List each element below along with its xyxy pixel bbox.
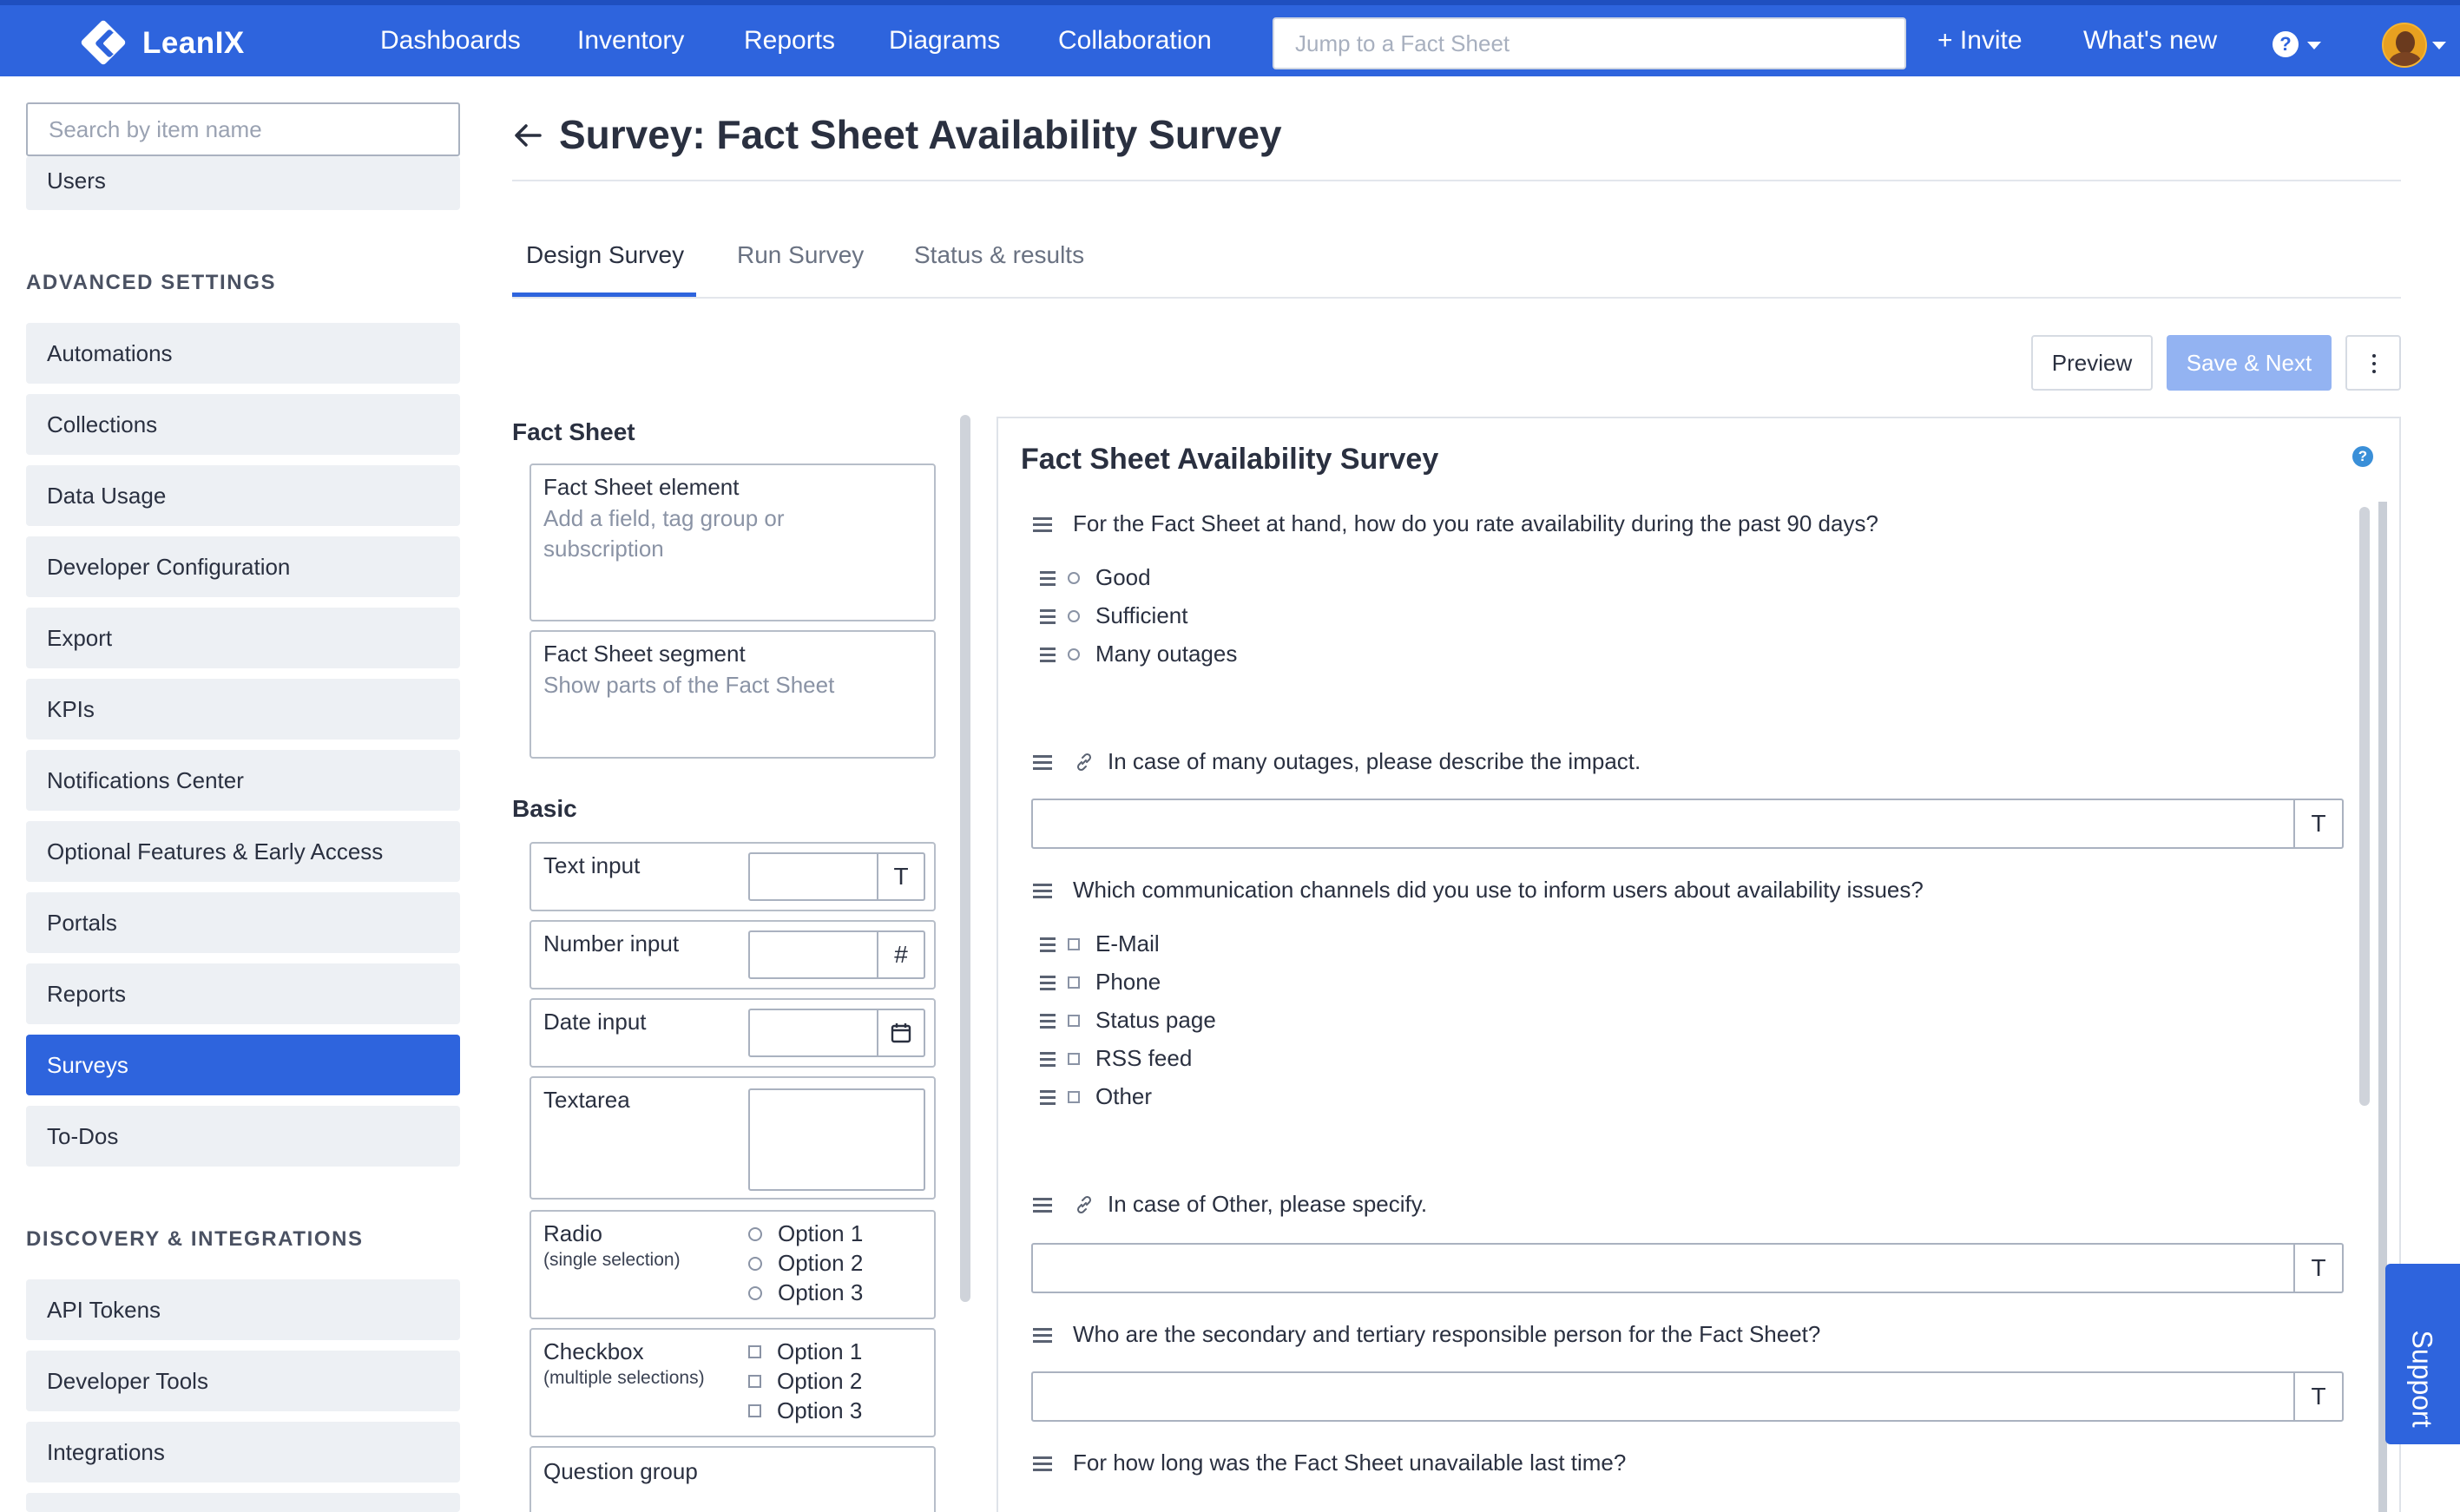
answer-option[interactable] [1040,641,1237,667]
checkbox-square-icon [748,1345,761,1358]
drag-handle-icon[interactable] [1040,570,1056,586]
palette-heading-basic: Basic [512,795,577,822]
answer-option[interactable] [1040,969,1161,996]
survey-question[interactable] [1033,510,1878,537]
question-text: In case of many outages, please describe the impact. [1108,748,1641,774]
sidebar-item-data-usage[interactable]: Data Usage [26,465,460,526]
brand-name: LeanIX [142,26,245,60]
sidebar-item-api-tokens[interactable]: API Tokens [26,1279,460,1340]
back-arrow-icon[interactable] [512,120,543,151]
drag-handle-icon[interactable] [1033,754,1052,770]
palette-date-input[interactable] [529,998,936,1068]
leanix-logo-icon [80,22,137,65]
answer-option[interactable] [1040,1007,1216,1034]
nav-collaboration[interactable]: Collaboration [1058,26,1212,55]
answer-text: Phone [1095,969,1161,995]
palette-item-title: Checkbox [543,1338,644,1364]
question-text: For the Fact Sheet at hand, how do you rate availability during the past 90 days? [1073,510,1878,536]
drag-handle-icon[interactable] [1033,1327,1052,1343]
sidebar-item-portals[interactable]: Portals [26,892,460,953]
settings-search-input[interactable] [26,102,460,156]
checkbox-option: Option 1 [748,1338,862,1365]
palette-scrollbar[interactable] [960,415,970,1302]
checkbox-square-icon [748,1404,761,1417]
radio-option: Option 1 [748,1220,863,1247]
nav-reports[interactable]: Reports [744,26,836,55]
tab-status-results[interactable]: Status & results [914,241,1085,268]
palette-question-group[interactable] [529,1446,936,1512]
drag-handle-icon[interactable] [1040,1089,1056,1105]
checkbox-square-icon [1068,1053,1080,1065]
leanix-logo[interactable] [80,17,245,69]
number-type-icon: # [877,932,924,977]
palette-item-title: Textarea [543,1087,630,1113]
palette-text-input[interactable] [529,842,936,911]
nav-inventory[interactable]: Inventory [577,26,685,55]
answer-option[interactable] [1040,1083,1152,1110]
drag-handle-icon[interactable] [1040,608,1056,624]
answer-text: Good [1095,564,1151,590]
palette-item-subtitle: Add a field, tag group or subscription [543,505,785,562]
checkbox-option: Option 2 [748,1368,862,1395]
calendar-icon [877,1010,924,1055]
number-input-preview [748,930,925,979]
sidebar-item-collections[interactable]: Collections [26,394,460,455]
survey-canvas [996,417,2401,1512]
palette-item-subtitle: (single selection) [543,1250,681,1270]
plus-icon: + [1937,26,1960,55]
drag-handle-icon[interactable] [1040,975,1056,990]
support-tab[interactable] [2385,1264,2460,1444]
checkbox-square-icon [748,1375,761,1388]
textarea-preview [748,1088,925,1191]
palette-item-title: Fact Sheet element [543,474,740,500]
survey-question[interactable] [1033,1450,1626,1476]
answer-text-input[interactable] [1031,799,2344,849]
radio-circle-icon [1068,648,1080,661]
radio-option: Option 2 [748,1250,863,1277]
invite-button[interactable] [1937,26,2023,56]
sidebar-item-partial[interactable] [26,1493,460,1512]
sidebar-item-notifications-center[interactable]: Notifications Center [26,750,460,811]
text-type-icon: T [2293,1245,2342,1292]
sidebar-item-developer-tools[interactable]: Developer Tools [26,1351,460,1411]
user-menu-chevron-down-icon[interactable] [2432,42,2446,49]
sidebar-heading-discovery-integrations: DISCOVERY & INTEGRATIONS [26,1227,364,1251]
sidebar-item-export[interactable]: Export [26,608,460,668]
more-options-button[interactable] [2345,335,2401,391]
answer-option[interactable] [1040,602,1187,629]
drag-handle-icon[interactable] [1040,1051,1056,1067]
sidebar-item-optional-features[interactable]: Optional Features & Early Access [26,821,460,882]
text-type-icon: T [2293,1373,2342,1420]
drag-handle-icon[interactable] [1040,1013,1056,1029]
answer-text: E-Mail [1095,930,1160,957]
page-title: Survey: Fact Sheet Availability Survey [559,112,1282,157]
nav-diagrams[interactable]: Diagrams [889,26,1001,55]
answer-text-input[interactable] [1031,1371,2344,1422]
checkbox-square-icon [1068,976,1080,989]
header-divider [512,180,2401,181]
sidebar-item-developer-configuration[interactable]: Developer Configuration [26,536,460,597]
drag-handle-icon[interactable] [1033,516,1052,532]
tab-run-survey[interactable]: Run Survey [737,241,865,268]
link-icon [1073,751,1095,773]
drag-handle-icon[interactable] [1040,937,1056,952]
palette-textarea[interactable] [529,1076,936,1200]
user-avatar[interactable] [2382,23,2427,68]
text-type-icon: T [877,854,924,899]
drag-handle-icon[interactable] [1033,883,1052,898]
answer-text: Many outages [1095,641,1238,667]
palette-radio[interactable] [529,1210,936,1319]
sidebar-item-automations[interactable]: Automations [26,323,460,384]
radio-circle-icon [1068,572,1080,584]
kebab-menu-icon [2372,354,2376,358]
sidebar-item-reports[interactable]: Reports [26,963,460,1024]
save-next-button[interactable]: Save & Next [2167,335,2332,391]
survey-scrollbar[interactable] [2359,507,2370,1106]
palette-item-title: Number input [543,930,680,957]
survey-question[interactable] [1033,877,1924,904]
palette-item-title: Text input [543,852,641,878]
palette-fact-sheet-segment[interactable] [529,630,936,759]
text-type-icon: T [2293,800,2342,847]
radio-option: Option 3 [748,1279,863,1306]
palette-item-subtitle: (multiple selections) [543,1368,705,1388]
nav-dashboards[interactable]: Dashboards [380,26,521,55]
palette-number-input[interactable] [529,920,936,989]
drag-handle-icon[interactable] [1033,1456,1052,1471]
help-chevron-down-icon[interactable] [2307,42,2321,49]
date-input-preview [748,1009,925,1057]
question-text: For how long was the Fact Sheet unavailable last time? [1073,1450,1627,1476]
answer-text-input[interactable] [1031,1243,2344,1293]
sidebar-item-to-dos[interactable]: To-Dos [26,1106,460,1167]
answer-text: Sufficient [1095,602,1188,628]
sidebar-item-integrations[interactable]: Integrations [26,1422,460,1482]
radio-circle-icon [748,1286,762,1300]
answer-option[interactable] [1040,930,1160,957]
radio-circle-icon [1068,610,1080,622]
palette-item-title: Fact Sheet segment [543,641,746,667]
tab-design-survey[interactable]: Design Survey [526,241,685,268]
sidebar-heading-advanced-settings: ADVANCED SETTINGS [26,271,277,294]
question-text: Which communication channels did you use to inform users about availability issues? [1073,877,1924,903]
survey-question[interactable] [1033,1191,1427,1218]
palette-item-subtitle: Show parts of the Fact Sheet [543,672,835,698]
question-mark-icon[interactable]: ? [2352,446,2373,467]
survey-question[interactable] [1033,748,1641,775]
answer-text: RSS feed [1095,1045,1193,1071]
palette-fact-sheet-element[interactable] [529,463,936,621]
palette-item-title: Radio [543,1220,602,1246]
checkbox-square-icon [1068,1015,1080,1027]
link-icon [1073,1193,1095,1216]
question-text: In case of Other, please specify. [1108,1191,1428,1217]
survey-question[interactable] [1033,1321,1820,1348]
question-text: Who are the secondary and tertiary responsible person for the Fact Sheet? [1073,1321,1821,1347]
top-navigation-bar [0,0,2460,76]
palette-heading-fact-sheet: Fact Sheet [512,418,635,445]
preview-button[interactable]: Preview [2031,335,2153,391]
checkbox-square-icon [1068,938,1080,950]
radio-circle-icon [748,1257,762,1271]
survey-title: Fact Sheet Availability Survey [1021,443,1439,476]
answer-option[interactable] [1040,564,1151,591]
palette-item-title: Date input [543,1009,647,1035]
sidebar-item-kpis[interactable]: KPIs [26,679,460,740]
help-icon[interactable]: ? [2273,31,2299,57]
checkbox-option: Option 3 [748,1397,862,1424]
answer-text: Other [1095,1083,1153,1109]
radio-circle-icon [748,1227,762,1241]
drag-handle-icon[interactable] [1040,647,1056,662]
answer-option[interactable] [1040,1045,1192,1072]
invite-label: Invite [1959,26,2023,55]
answer-text: Status page [1095,1007,1216,1033]
checkbox-square-icon [1068,1091,1080,1103]
text-input-preview [748,852,925,901]
whats-new-link[interactable]: What's new [2083,26,2218,55]
support-label: Support [2406,1330,2438,1428]
palette-checkbox[interactable] [529,1328,936,1437]
sidebar-item-users[interactable]: Users [26,156,460,210]
palette-item-title: Question group [543,1458,698,1484]
tabs-divider [512,297,2401,299]
drag-handle-icon[interactable] [1033,1197,1052,1213]
sidebar-item-surveys[interactable]: Surveys [26,1035,460,1095]
fact-sheet-search-input[interactable] [1273,17,1906,69]
